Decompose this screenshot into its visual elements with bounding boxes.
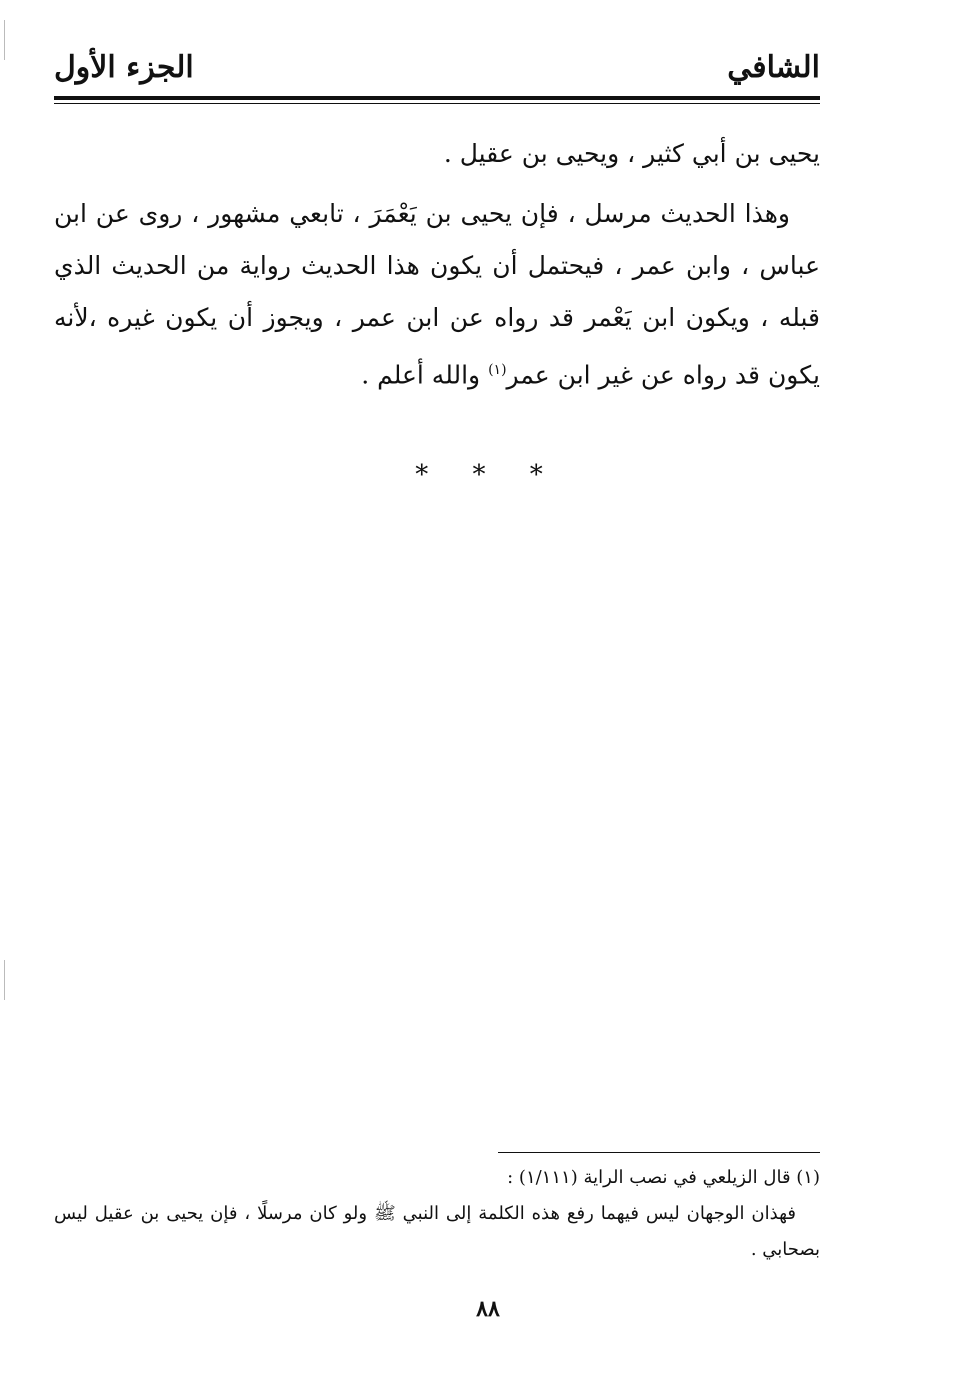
header-rule-thin bbox=[54, 103, 820, 104]
page-header bbox=[54, 50, 820, 90]
header-book-title: الشافي bbox=[727, 50, 820, 85]
text-line: يحيى بن أبي كثير ، ويحيى بن عقيل . bbox=[443, 139, 820, 168]
footnote bbox=[54, 1160, 820, 1268]
scan-edge-mark bbox=[4, 960, 5, 1000]
main-text bbox=[54, 128, 820, 401]
paragraph-ending: والله أعلم . bbox=[361, 360, 489, 390]
footnote-reference: (١) bbox=[488, 362, 507, 378]
scan-edge-mark bbox=[4, 20, 5, 60]
paragraph-text: وهذا الحديث مرسل ، فإن يحيى بن يَعْمَرَ ، تابعي مشهور ، روى عن ابن عباس ، وابن عمر ، فيحتمل أن يكون هذا الحديث رواية من الحديث الذي قبله ، ويكون ابن يَعْمر قد رواه عن ابن عمر ، ويجوز أن يكون غيره ،لأنه يكون قد رواه عن غير ابن عمر bbox=[54, 199, 820, 390]
footnote-title: (١) قال الزيلعي في نصب الراية (١/١١١) : bbox=[507, 1167, 820, 1188]
page-number: ٨٨ bbox=[476, 1296, 500, 1322]
section-separator: * * * bbox=[415, 460, 561, 490]
footnote-rule bbox=[498, 1152, 820, 1153]
footnote-text: فهذان الوجهان ليس فيهما رفع هذه الكلمة إلى النبي ﷺ ولو كان مرسلًا ، فإن يحيى بن عقيل ليس بصحابي . bbox=[54, 1203, 820, 1260]
text-paragraph bbox=[54, 188, 820, 401]
header-rule-thick bbox=[54, 96, 820, 100]
header-volume-title: الجزء الأول bbox=[54, 50, 194, 85]
